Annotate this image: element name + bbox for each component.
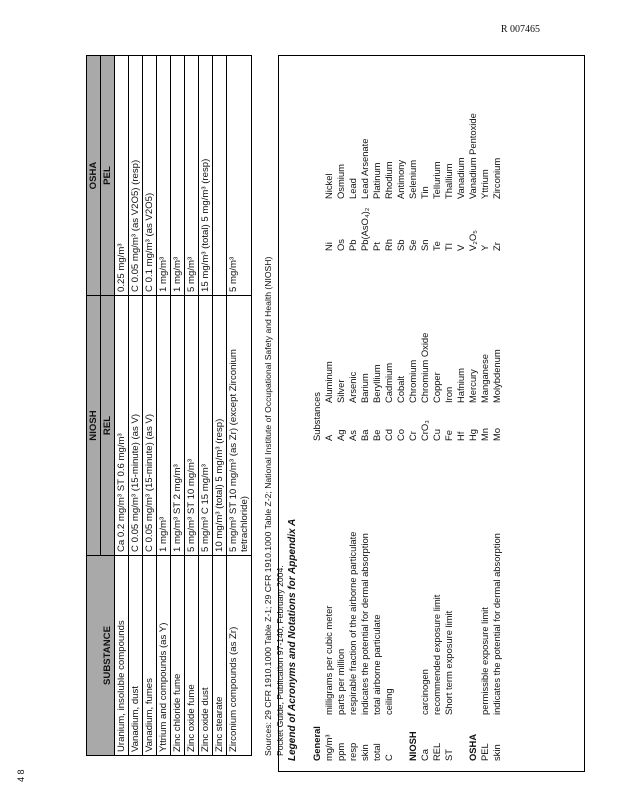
legend-item	[347, 461, 359, 761]
legend-section-heading: OSHA	[467, 733, 478, 761]
substance-name: Rhodium	[383, 161, 394, 199]
substance-name: Lead	[347, 178, 358, 199]
legend-abbr: PEL	[479, 743, 490, 761]
legend-box	[278, 55, 585, 772]
spacer	[395, 461, 407, 761]
substance-name: Molybdenum	[491, 349, 502, 403]
legend-desc: indicates the potential for dermal absorption	[359, 533, 370, 715]
legend-title: Legend of Acronyms and Notations for Appendix A	[287, 518, 298, 761]
substance-name: Chromium Oxide	[419, 332, 430, 403]
substance-item	[395, 61, 407, 251]
table-row	[115, 56, 129, 756]
substance-item	[455, 61, 467, 251]
legend-abbr: ST	[443, 749, 454, 761]
substance-symbol: Se	[407, 239, 418, 251]
legend-item	[359, 461, 371, 761]
pel-cell: 1 mg/m³	[171, 56, 185, 296]
substance-name: Tellurium	[431, 161, 442, 199]
substance-item	[383, 261, 395, 441]
substance-name: Cobalt	[395, 375, 406, 403]
legend-abbr: REL	[431, 742, 442, 761]
legend-item	[335, 461, 347, 761]
substance-cell: Zinc oxide dust	[199, 556, 213, 756]
substance-symbol: Ni	[323, 242, 334, 251]
substance-symbol: Pb(AsO₄)₂	[359, 207, 370, 251]
legend-desc: milligrams per cubic meter	[323, 605, 334, 715]
legend-item	[323, 461, 335, 761]
substance-item	[335, 61, 347, 251]
legend-abbr: mg/m³	[323, 734, 334, 761]
substance-item	[491, 261, 503, 441]
rel-cell: 1 mg/m³	[157, 296, 171, 556]
substance-symbol: Pt	[371, 242, 382, 251]
substance-name: Selenium	[407, 159, 418, 199]
rel-cell: C 0.05 mg/m³ (15-minute) (as V)	[143, 296, 157, 556]
substance-symbol: V₂O₅	[467, 230, 478, 251]
substance-name: Barium	[359, 373, 370, 403]
legend-abbr: resp	[347, 742, 358, 761]
substance-cell: Vanadium, fumes	[143, 556, 157, 756]
legend-desc: indicates the potential for dermal absorption	[491, 533, 502, 715]
rel-cell: 10 mg/m³ (total) 5 mg/m³ (resp)	[213, 296, 227, 556]
legend-abbr: C	[383, 754, 394, 761]
legend-desc: carcinogen	[419, 669, 430, 715]
table-row	[129, 56, 143, 756]
rel-cell: 5 mg/m³ ST 10 mg/m³	[185, 296, 199, 556]
substance-item	[467, 261, 479, 441]
substance-cell: Zinc chloride fume	[171, 556, 185, 756]
substance-cell: Uranium, insoluble compounds	[115, 556, 129, 756]
substance-cell: Zirconium compounds (as Zr)	[227, 556, 252, 756]
substance-item	[347, 261, 359, 441]
pel-cell: 15 mg/m³ (total) 5 mg/m³ (resp)	[199, 56, 213, 296]
substance-symbol: Tl	[443, 243, 454, 251]
spacer	[311, 61, 323, 251]
substance-name: Copper	[431, 372, 442, 403]
legend-desc: total airborne particulate	[371, 614, 382, 715]
substance-cell: Zinc oxide fume	[185, 556, 199, 756]
substance-symbol: Hf	[455, 431, 466, 441]
substance-symbol: Y	[479, 244, 490, 251]
rel-cell: C 0.05 mg/m³ (15-minute) (as V)	[129, 296, 143, 556]
substance-symbol: Cu	[431, 429, 442, 441]
legend-abbr: Ca	[419, 749, 430, 761]
substance-item	[383, 61, 395, 251]
exposure-table-block	[86, 56, 286, 756]
substance-item	[467, 61, 479, 251]
table-row	[213, 56, 227, 756]
substance-symbol: Te	[431, 241, 442, 251]
substance-name: Antimony	[395, 159, 406, 199]
substance-name: Mercury	[467, 369, 478, 403]
substance-item	[479, 261, 491, 441]
exposure-limits-table	[86, 55, 252, 756]
substance-symbol: Pb	[347, 239, 358, 251]
substance-item	[431, 61, 443, 251]
legend-definitions	[311, 461, 503, 761]
substance-item	[419, 261, 431, 441]
legend-section-heading: NIOSH	[407, 731, 418, 761]
substance-name: Arsenic	[347, 371, 358, 403]
substance-name: Thallium	[443, 163, 454, 199]
substance-symbol: Ba	[359, 429, 370, 441]
osha-header: OSHA	[87, 56, 101, 296]
rel-cell: 5 mg/m³ ST 10 mg/m³ (as Zr) (except Zirconium tetrachloride)	[227, 296, 252, 556]
substance-item	[431, 261, 443, 441]
substance-symbol: Co	[395, 429, 406, 441]
legend-substances-b	[311, 61, 503, 251]
table-row	[171, 56, 185, 756]
legend-item	[443, 461, 455, 761]
substance-name: Cadmium	[383, 362, 394, 403]
legend-item	[383, 461, 395, 761]
substance-name: Nickel	[323, 173, 334, 199]
substance-name: Lead Arsenate	[359, 138, 370, 199]
legend-abbr: ppm	[335, 742, 346, 761]
substance-item	[443, 61, 455, 251]
substance-symbol: V	[455, 244, 466, 251]
legend-item	[491, 461, 503, 761]
substance-symbol: Mo	[491, 427, 502, 441]
substance-symbol: A	[323, 434, 334, 441]
legend-desc: permissible exposure limit	[479, 607, 490, 715]
legend-abbr: total	[371, 743, 382, 761]
table-row	[185, 56, 199, 756]
substance-item	[443, 261, 455, 441]
legend-desc: Short term exposure limit	[443, 610, 454, 715]
pel-header: PEL	[101, 56, 115, 296]
table-body	[115, 56, 252, 756]
page-id: R 007465	[500, 24, 540, 35]
rel-cell: Ca 0.2 mg/m³ ST 0.6 mg/m³	[115, 296, 129, 556]
substance-symbol: Mn	[479, 427, 490, 441]
substance-name: Vanadium Pentoxide	[467, 113, 478, 199]
substance-cell: Yttrium and compounds (as Y)	[157, 556, 171, 756]
side-page-number: 4 8	[16, 769, 26, 782]
substance-item	[359, 61, 371, 251]
substance-symbol: Ag	[335, 429, 346, 441]
substance-symbol: CrO₃	[419, 419, 430, 441]
substance-item	[419, 61, 431, 251]
substance-item	[479, 61, 491, 251]
substance-item	[347, 61, 359, 251]
pel-cell	[213, 56, 227, 296]
substance-name: Aluminum	[323, 361, 334, 403]
substance-symbol: Cr	[407, 431, 418, 441]
pel-cell: 5 mg/m³	[185, 56, 199, 296]
pel-cell: 5 mg/m³	[227, 56, 252, 296]
substance-name: Vanadium	[455, 157, 466, 199]
substance-name: Zirconium	[491, 157, 502, 199]
substance-symbol: Hg	[467, 429, 478, 441]
pel-cell: 1 mg/m³	[157, 56, 171, 296]
substance-item	[407, 61, 419, 251]
substance-cell: Zinc stearate	[213, 556, 227, 756]
substance-item	[371, 61, 383, 251]
substance-item	[335, 261, 347, 441]
substance-name: Tin	[419, 186, 430, 199]
spacer	[455, 461, 467, 761]
substance-symbol: Fe	[443, 430, 454, 441]
substance-item	[407, 261, 419, 441]
legend-desc: ceiling	[383, 688, 394, 715]
legend-substances-a	[311, 261, 503, 441]
substance-symbol: Cd	[383, 429, 394, 441]
table-row	[157, 56, 171, 756]
sources-note: Sources: 29 CFR 1910.1000 Table Z-1; 29 CFR 1910.1000 Table Z-2; National Institute of Occupational Safety and Health (NIOSH) Pocket Guide, Publication 97-140, February 2004.	[263, 256, 285, 756]
substance-symbol: Sn	[419, 239, 430, 251]
table-row	[199, 56, 213, 756]
rel-cell: 5 mg/m³ C 15 mg/m³	[199, 296, 213, 556]
substance-symbol: Be	[371, 429, 382, 441]
legend-abbr: skin	[491, 744, 502, 761]
substance-name: Beryllium	[371, 364, 382, 403]
legend-abbr: skin	[359, 744, 370, 761]
substance-name: Manganese	[479, 354, 490, 403]
pel-cell: 0.25 mg/m³	[115, 56, 129, 296]
substance-symbol: Os	[335, 239, 346, 251]
substance-item	[455, 261, 467, 441]
substance-name: Silver	[335, 379, 346, 403]
niosh-header: NIOSH	[87, 296, 101, 556]
substance-item	[395, 261, 407, 441]
substances-heading: Substances	[311, 392, 322, 441]
substance-symbol: As	[347, 430, 358, 441]
legend-desc: parts per million	[335, 648, 346, 715]
legend-item	[479, 461, 491, 761]
substance-name: Hafnium	[455, 368, 466, 403]
substance-name: Osmium	[335, 164, 346, 199]
substance-name: Yttrium	[479, 169, 490, 199]
pel-cell: C 0.05 mg/m³ (as V2O5) (resp)	[129, 56, 143, 296]
legend-item	[419, 461, 431, 761]
legend-desc: recommended exposure limit	[431, 594, 442, 715]
legend-item	[431, 461, 443, 761]
substance-name: Iron	[443, 386, 454, 403]
substance-item	[371, 261, 383, 441]
substance-item	[323, 261, 335, 441]
legend-section-heading: General	[311, 726, 322, 761]
substance-symbol: Rh	[383, 239, 394, 251]
rel-header: REL	[101, 296, 115, 556]
substance-name: Platinum	[371, 162, 382, 199]
substance-cell: Vanadium, dust	[129, 556, 143, 756]
substance-symbol: Zr	[491, 242, 502, 251]
rel-cell: 1 mg/m³ ST 2 mg/m³	[171, 296, 185, 556]
substance-item	[491, 61, 503, 251]
substance-symbol: Sb	[395, 239, 406, 251]
pel-cell: C 0.1 mg/m³ (as V2O5)	[143, 56, 157, 296]
substance-name: Chromium	[407, 359, 418, 403]
table-row	[227, 56, 252, 756]
legend-desc: respirable fraction of the airborne particulate	[347, 531, 358, 715]
legend-item	[371, 461, 383, 761]
substance-item	[359, 261, 371, 441]
table-row	[143, 56, 157, 756]
substance-item	[323, 61, 335, 251]
substance-header: SUBSTANCE	[87, 556, 115, 756]
